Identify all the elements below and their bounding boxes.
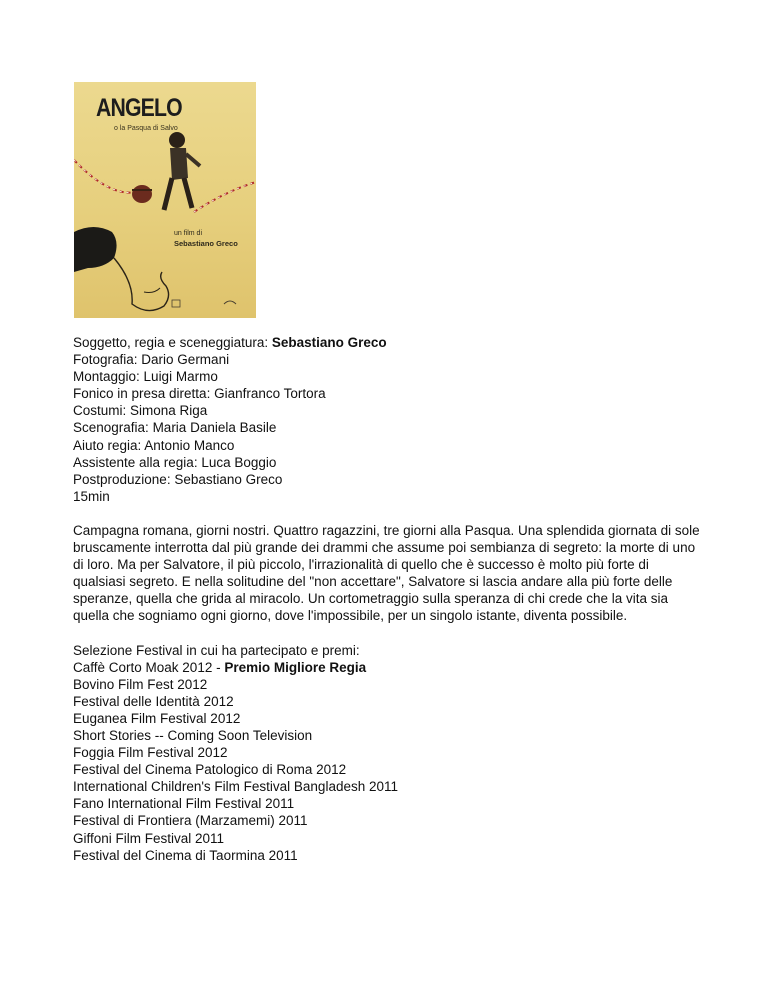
credit-value: Luigi Marmo bbox=[143, 369, 218, 385]
credit-value: Luca Boggio bbox=[201, 454, 277, 470]
credit-label: Aiuto regia: bbox=[73, 437, 145, 453]
credit-label: Assistente alla regia: bbox=[73, 454, 202, 470]
credit-label: Postproduzione: bbox=[73, 471, 175, 487]
festival-item: Giffoni Film Festival 2011 bbox=[73, 830, 225, 846]
credit-line bbox=[73, 419, 713, 436]
festival-name: Caffè Corto Moak 2012 - bbox=[73, 659, 225, 675]
festival-item: Festival delle Identità 2012 bbox=[73, 693, 234, 709]
credit-line bbox=[73, 402, 713, 419]
festival-item: International Children's Film Festival Bangladesh 2011 bbox=[73, 779, 399, 795]
festival-award: Premio Migliore Regia bbox=[224, 659, 367, 675]
credit-label: Costumi: bbox=[73, 403, 131, 419]
credit-line bbox=[73, 471, 713, 488]
credit-label: Montaggio: bbox=[73, 369, 144, 385]
credit-line bbox=[73, 351, 713, 368]
festival-item: Bovino Film Fest 2012 bbox=[73, 676, 208, 692]
credit-line bbox=[73, 385, 713, 402]
credit-label: Fonico in presa diretta: bbox=[73, 386, 215, 402]
credit-value: Antonio Manco bbox=[144, 437, 235, 453]
credit-line bbox=[73, 437, 713, 454]
poster-title: ANGELO bbox=[96, 94, 182, 122]
poster-credit-line: un film di bbox=[174, 230, 203, 237]
credit-line bbox=[73, 454, 713, 471]
credit-value: Maria Daniela Basile bbox=[152, 420, 277, 436]
festival-list bbox=[73, 642, 713, 864]
credit-value: Gianfranco Tortora bbox=[214, 386, 326, 402]
poster-credit-name: Sebastiano Greco bbox=[174, 239, 238, 248]
credit-value: Dario Germani bbox=[141, 352, 230, 368]
credit-line bbox=[73, 334, 713, 351]
festival-item: Festival del Cinema Patologico di Roma 2012 bbox=[73, 762, 347, 778]
festival-item: Foggia Film Festival 2012 bbox=[73, 745, 228, 761]
credit-value: Simona Riga bbox=[130, 403, 208, 419]
document-body bbox=[73, 334, 713, 864]
credits-list bbox=[73, 334, 713, 505]
poster-subtitle: o la Pasqua di Salvo bbox=[114, 125, 178, 132]
festival-item: Euganea Film Festival 2012 bbox=[73, 710, 241, 726]
duration: 15min bbox=[73, 488, 110, 504]
festival-item bbox=[73, 659, 713, 676]
festival-heading: Selezione Festival in cui ha partecipato e premi: bbox=[73, 642, 360, 658]
credit-label: Scenografia: bbox=[73, 420, 153, 436]
credit-value: Sebastiano Greco bbox=[271, 335, 387, 350]
festival-item: Fano International Film Festival 2011 bbox=[73, 796, 295, 812]
credit-line bbox=[73, 368, 713, 385]
credit-value: Sebastiano Greco bbox=[174, 471, 283, 487]
credit-label: Fotografia: bbox=[73, 352, 142, 368]
film-poster bbox=[74, 82, 256, 318]
festival-item: Festival di Frontiera (Marzamemi) 2011 bbox=[73, 813, 308, 829]
festival-item: Festival del Cinema di Taormina 2011 bbox=[73, 847, 298, 863]
festival-item: Short Stories -- Coming Soon Television bbox=[73, 727, 313, 743]
synopsis: Campagna romana, giorni nostri. Quattro ragazzini, tre giorni alla Pasqua. Una splendida giornata di sole bruscamente interrotta dal più grande dei drammi che assume poi sembianza di segreto: la morte di uno di loro. Ma per Salvatore, il più piccolo, l'irrazionalità di quello che è successo è molto più forte di qualsiasi segreto. E nella solitudine del "non accettare", Salvatore si lascia andare alla più forte delle speranze, quella che grida al miracolo. Un cortometraggio sulla speranza di chi crede che la vita sia quella che sogniamo ogni giorno, dove l'impossibile, per un singolo istante, diventa possibile. bbox=[73, 522, 700, 624]
credit-label: Soggetto, regia e sceneggiatura: bbox=[73, 335, 272, 350]
